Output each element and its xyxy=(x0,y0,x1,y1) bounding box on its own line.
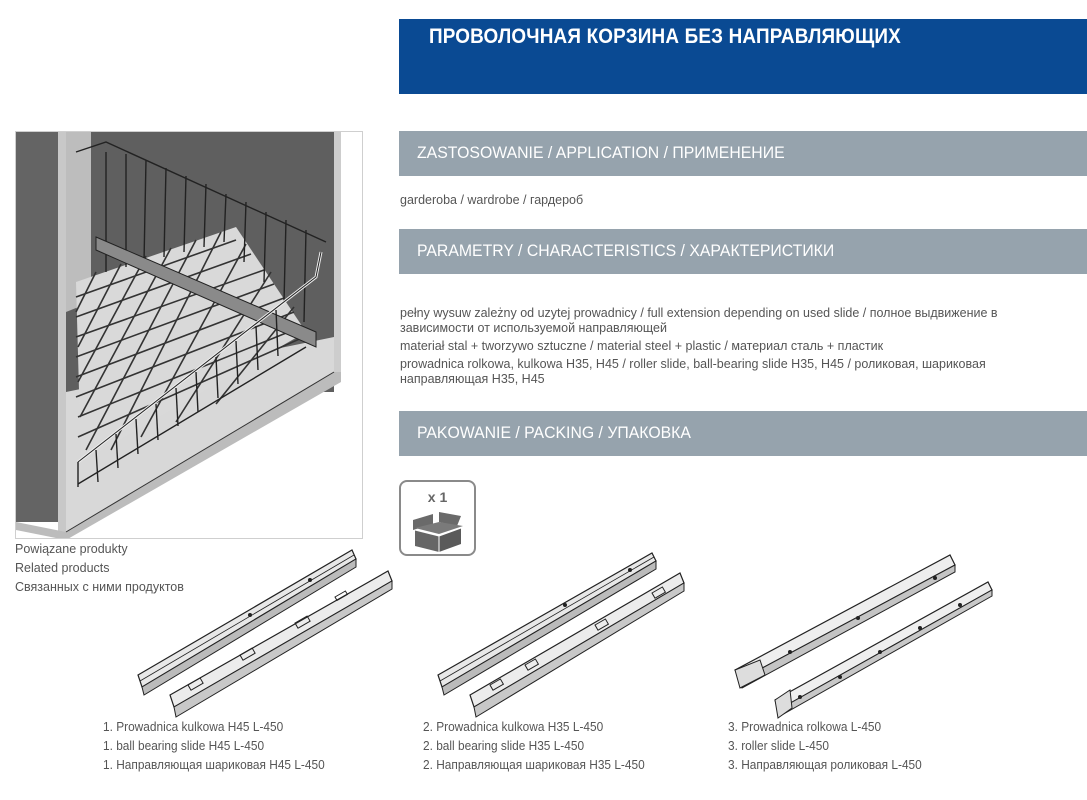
ball-bearing-slide-icon xyxy=(430,545,730,725)
product-caption xyxy=(728,718,922,775)
packing-quantity: x 1 xyxy=(427,489,448,505)
characteristics-line: зависимости от используемой направляющей xyxy=(400,321,667,335)
characteristics-line: направляющая H35, H45 xyxy=(400,372,545,386)
related-label-ru: Связанных с ними продуктов xyxy=(15,580,184,594)
product-caption-pl: 3. Prowadnica rolkowa L-450 xyxy=(728,720,882,734)
page-title: ПРОВОЛОЧНАЯ КОРЗИНА БЕЗ НАПРАВЛЯЮЩИХ xyxy=(429,25,901,48)
section-packing-header xyxy=(399,411,1087,456)
characteristics-line: pełny wysuw zależny od uzytej prowadnicy / full extension depending on used slide / полное выдвижение в xyxy=(400,306,998,320)
related-label-en: Related products xyxy=(15,561,110,575)
product-caption-en: 2. ball bearing slide H35 L-450 xyxy=(423,739,585,753)
product-caption-ru: 1. Направляющая шариковая H45 L-450 xyxy=(103,758,325,772)
product-caption-en: 1. ball bearing slide H45 L-450 xyxy=(103,739,265,753)
related-label-pl: Powiązane produkty xyxy=(15,542,128,556)
section-application-text xyxy=(400,193,583,208)
page-title-bar xyxy=(399,19,1087,94)
section-packing-heading: PAKOWANIE / PACKING / УПАКОВКА xyxy=(417,423,691,442)
roller-slide-icon xyxy=(730,550,1030,730)
wire-basket-illustration xyxy=(15,131,363,539)
wire-basket-icon xyxy=(16,132,363,539)
product-caption xyxy=(423,718,645,775)
characteristics-line: prowadnica rolkowa, kulkowa H35, H45 / roller slide, ball-bearing slide H35, H45 / роликовая, шариковая xyxy=(400,357,986,371)
section-application-heading: ZASTOSOWANIE / APPLICATION / ПРИМЕНЕНИЕ xyxy=(417,143,785,162)
product-caption-ru: 2. Направляющая шариковая H35 L-450 xyxy=(423,758,645,772)
section-characteristics-heading: PARAMETRY / CHARACTERISTICS / ХАРАКТЕРИСТИКИ xyxy=(417,241,835,260)
product-caption-pl: 1. Prowadnica kulkowa H45 L-450 xyxy=(103,720,284,734)
product-caption-en: 3. roller slide L-450 xyxy=(728,739,829,753)
section-characteristics-text xyxy=(400,306,998,387)
application-line: garderoba / wardrobe / гардероб xyxy=(400,193,584,207)
product-caption-ru: 3. Направляющая роликовая L-450 xyxy=(728,758,922,772)
section-characteristics-header xyxy=(399,229,1087,274)
characteristics-line: materiał stal + tworzywo sztuczne / material steel + plastic / материал сталь + пластик xyxy=(400,339,884,353)
product-caption xyxy=(103,718,325,775)
section-application-header xyxy=(399,131,1087,176)
ball-bearing-slide-icon xyxy=(130,545,430,725)
product-caption-pl: 2. Prowadnica kulkowa H35 L-450 xyxy=(423,720,604,734)
